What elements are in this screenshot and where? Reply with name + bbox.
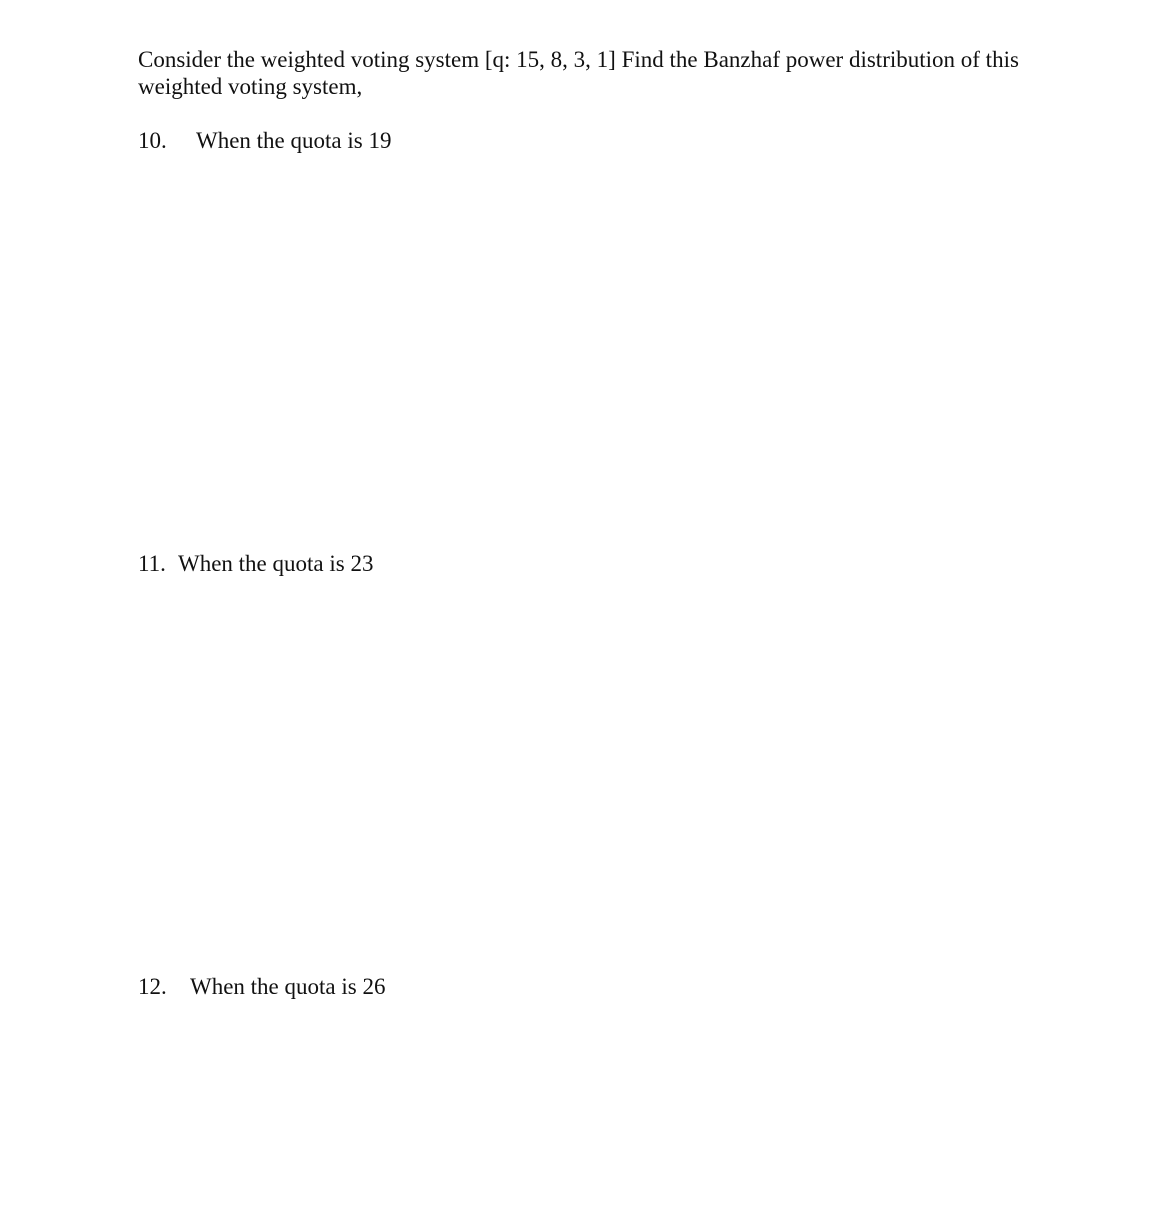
problem-statement	[138, 46, 1038, 100]
question-text: When the quota is 26	[190, 974, 386, 999]
question-number: 10.	[138, 128, 167, 153]
question-11	[138, 550, 373, 577]
question-text: When the quota is 19	[196, 128, 392, 153]
question-text: When the quota is 23	[178, 551, 374, 576]
problem-statement-line-2: weighted voting system,	[138, 74, 363, 99]
question-12	[138, 973, 385, 1000]
question-number: 12.	[138, 974, 167, 999]
problem-statement-line-1: Consider the weighted voting system [q: 15, 8, 3, 1] Find the Banzhaf power distribution of this	[138, 47, 1019, 72]
question-number: 11.	[138, 551, 166, 576]
question-10	[138, 127, 391, 154]
